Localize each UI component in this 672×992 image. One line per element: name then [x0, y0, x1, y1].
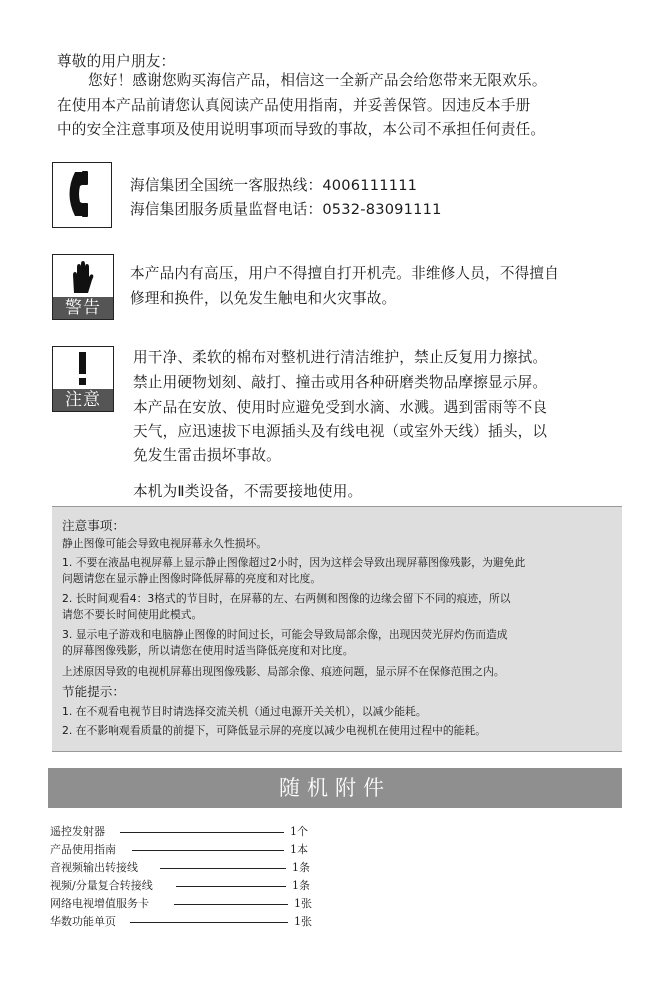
notice-line: 静止图像可能会导致电视屏幕永久性损坏。	[62, 537, 268, 550]
list-item	[50, 823, 308, 841]
intro-line-3: 中的安全注意事项及使用说明事项而导致的事故，本公司不承担任何责任。	[57, 121, 546, 138]
caution-line-1: 用干净、柔软的棉布对整机进行清洁维护，禁止反复用力擦拭。	[133, 349, 548, 366]
notice-panel	[52, 506, 622, 752]
accessories-banner	[48, 768, 622, 808]
notice-line: 2. 长时间观看4：3格式的节目时，在屏幕的左、右两侧和图像的边缘会留下不同的痕迹，所以	[62, 592, 511, 605]
accessory-name: 产品使用指南	[50, 843, 116, 856]
caution-line-2: 禁止用硬物划刻、敲打、撞击或用各种研磨类物品摩擦显示屏。	[133, 374, 548, 391]
energy-title: 节能提示：	[62, 684, 125, 699]
supervision-text: 海信集团服务质量监督电话：0532-83091111	[130, 201, 442, 218]
notice-line: 请您不要长时间使用此模式。	[62, 608, 203, 621]
list-item	[50, 895, 312, 913]
accessory-name: 华数功能单页	[50, 915, 116, 928]
accessory-name: 视频/分量复合转接线	[50, 879, 153, 892]
hotline-text: 海信集团全国统一客服热线：4006111111	[130, 177, 418, 194]
warning-badge	[52, 254, 114, 320]
energy-line: 2. 在不影响观看质量的前提下，可降低显示屏的亮度以减少电视机在使用过程中的能耗。	[62, 724, 487, 737]
notice-line: 上述原因导致的电视机屏幕出现图像残影、局部余像、痕迹问题，显示屏不在保修范围之内。	[62, 665, 505, 678]
accessory-qty: 1个	[290, 825, 308, 838]
intro-line-1: 您好！感谢您购买海信产品，相信这一全新产品会给您带来无限欢乐。	[88, 72, 547, 89]
notice-line: 3. 显示电子游戏和电脑静止图像的时间过长，可能会导致局部余像，出现因荧光屏灼伤而造成	[62, 628, 508, 641]
notice-line: 1. 不要在液晶电视屏幕上显示静止图像超过2小时，因为这样会导致出现屏幕图像残影，为避免此	[62, 556, 526, 569]
accessory-qty: 1条	[292, 879, 310, 892]
caution-line-5: 免发生雷击损坏事故。	[133, 447, 281, 464]
energy-line: 1. 在不观看电视节目时请选择交流关机（通过电源开关关机），以减少能耗。	[62, 705, 427, 718]
leader-line	[176, 886, 286, 887]
accessory-qty: 1张	[294, 915, 312, 928]
class-note: 本机为Ⅱ类设备，不需要接地使用。	[133, 483, 363, 500]
exclamation-icon	[53, 347, 112, 389]
accessory-qty: 1张	[294, 897, 312, 910]
notice-line: 的屏幕图像残影，所以请您在使用时适当降低亮度和对比度。	[62, 644, 354, 657]
list-item	[50, 859, 310, 877]
caution-line-3: 本产品在安放、使用时应避免受到水滴、水溅。遇到雷雨等不良	[133, 399, 548, 416]
caution-label: 注意	[53, 389, 113, 411]
accessory-qty: 1条	[292, 861, 310, 874]
accessories-title: 随机附件	[279, 776, 391, 800]
phone-icon-box	[52, 162, 112, 228]
warning-line-1: 本产品内有高压，用户不得擅自打开机壳。非维修人员，不得擅自	[130, 265, 560, 282]
phone-icon	[53, 163, 110, 226]
warning-label: 警告	[53, 297, 113, 319]
accessory-name: 网络电视增值服务卡	[50, 897, 149, 910]
leader-line	[130, 922, 288, 923]
warning-line-2: 修理和换件，以免发生触电和火灾事故。	[130, 290, 397, 307]
accessory-name: 音视频输出转接线	[50, 861, 138, 874]
list-item	[50, 877, 310, 895]
list-item	[50, 841, 308, 859]
accessory-name: 遥控发射器	[50, 825, 105, 838]
notice-title: 注意事项：	[62, 518, 125, 533]
hand-stop-icon	[53, 255, 112, 297]
intro-line-2: 在使用本产品前请您认真阅读产品使用指南，并妥善保管。因违反本手册	[57, 97, 531, 114]
leader-line	[160, 868, 286, 869]
caution-line-4: 天气，应迅速拔下电源插头及有线电视（或室外天线）插头，以	[133, 423, 548, 440]
leader-line	[120, 832, 284, 833]
caution-badge	[52, 346, 114, 412]
accessory-qty: 1本	[290, 843, 308, 856]
leader-line	[174, 904, 288, 905]
leader-line	[132, 850, 284, 851]
greeting: 尊敬的用户朋友：	[57, 53, 176, 70]
notice-line: 问题请您在显示静止图像时降低屏幕的亮度和对比度。	[62, 572, 322, 585]
list-item	[50, 913, 312, 931]
